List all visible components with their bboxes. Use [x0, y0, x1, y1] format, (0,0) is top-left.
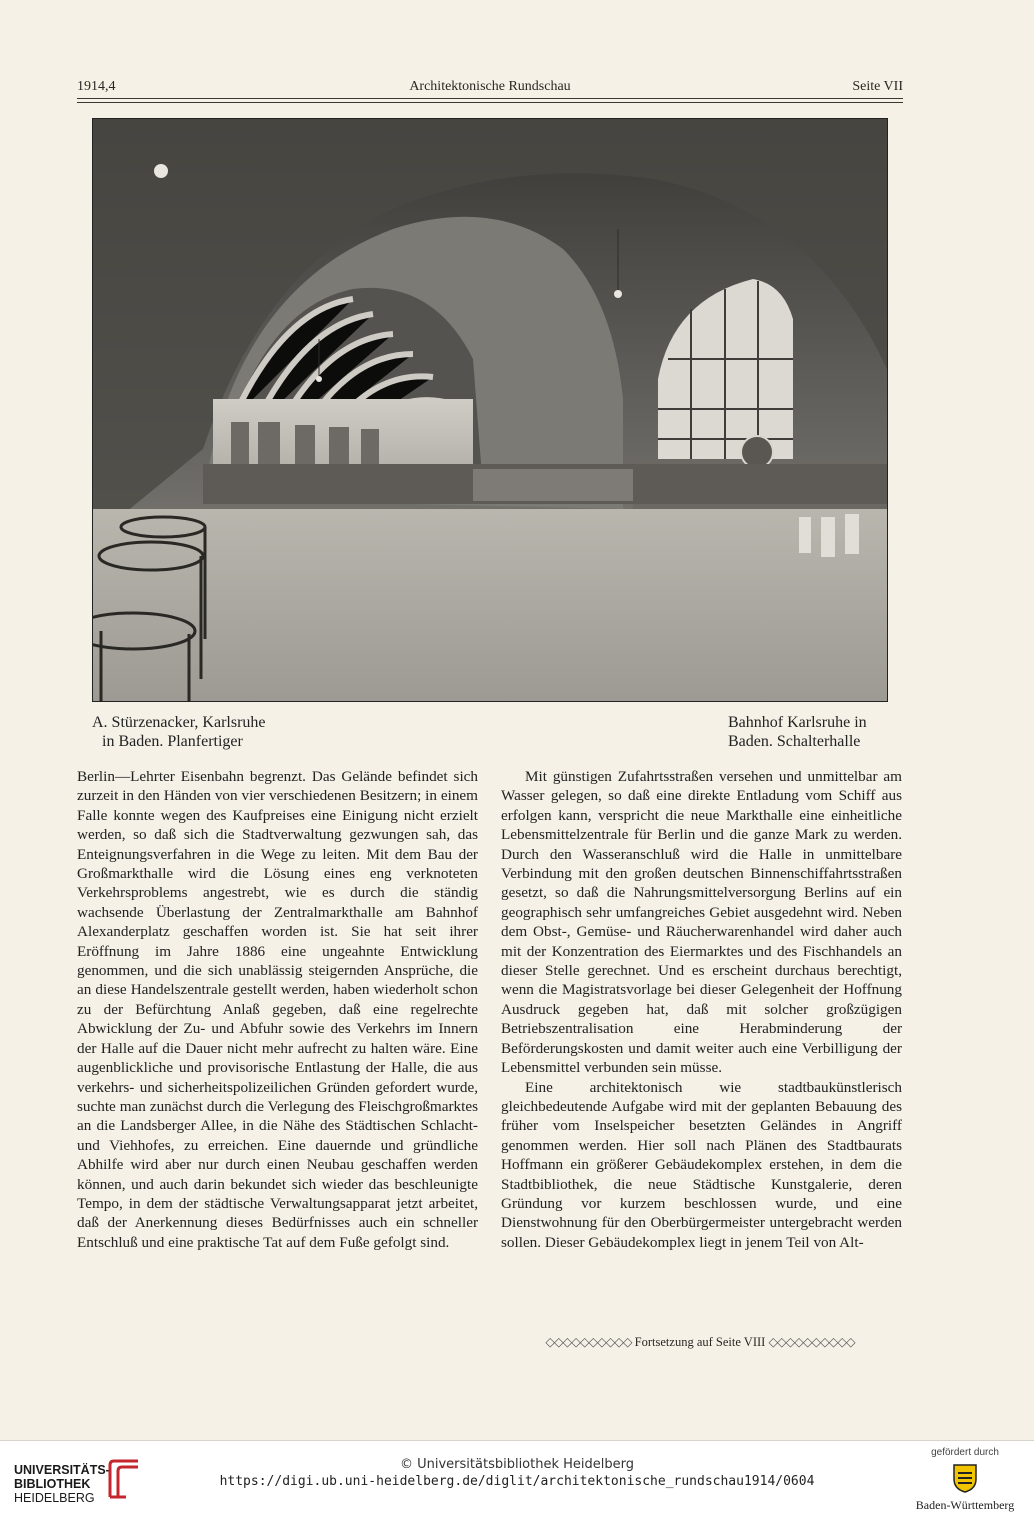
header-rule	[77, 102, 903, 103]
digitization-footer	[0, 1440, 1034, 1516]
journal-title: Architektonische Rundschau	[409, 79, 571, 94]
photo-caption-credit	[92, 713, 266, 751]
hall-photograph	[92, 118, 888, 702]
text-column-left	[77, 767, 478, 1252]
permalink-url[interactable]: https://digi.ub.uni-heidelberg.de/diglit/architektonische_rundschau1914/0604	[219, 1474, 815, 1489]
photo-caption-title	[728, 713, 867, 751]
ornament-right: ◇◇◇◇◇◇◇◇◇◇	[768, 1335, 855, 1349]
caption-title-line2: Baden. Schalterhalle	[728, 733, 861, 750]
issue-number: 1914,4	[77, 79, 116, 94]
ornament-left: ◇◇◇◇◇◇◇◇◇◇	[545, 1335, 632, 1349]
left-column-paragraph: Berlin—Lehrter Eisenbahn begrenzt. Das Gelände befindet sich zurzeit in den Händen von vier verschiedenen Besitzern; in einem Falle konnte wegen des Kaufpreises eine Einigung nicht erzielt werden, so daß sich die Stadtverwaltung gezwungen sah, das Enteignungsverfahren in die Wege zu leiten. Mit dem Bau der Großmarkthalle wird die Lösung eines eng verknoteten Verkehrsproblems angestrebt, wie es durch die ständig wachsende Überlastung der Zentralmarkthalle am Bahnhof Alexanderplatz geschaffen worden ist. Sie hat seit ihrer Eröffnung im Jahre 1886 eine ungeahnte Entwicklung genommen, und die sich unablässig steigernden Ansprüche, die an diese Handelszentrale gestellt werden, haben wiederholt schon zu der Befürchtung Anlaß gegeben, daß eine regelrechte Abwicklung der Zu- und Abfuhr sowie des Verkehrs im Innern der Halle auf die Dauer nicht mehr aufrecht zu halten wäre. Eine augenblickliche und provisorische Entlastung der Halle, die aus verkehrs- und sicherheitspolizeilichen Gründen gefordert wurde, suchte man zunächst durch die Verlegung des Fleischgroßmarktes an die Landsberger Allee, in die Nähe des Städtischen Schlacht- und Viehhofes, zu erreichen. Eine dauernde und gründliche Abhilfe wird aber nur durch einen Neubau geschaffen werden können, und auch darin bekundet sich wieder das beschleunigte Tempo, in dem der städtische Verwaltungsapparat jetzt arbeitet, daß der Anerkennung dieses Bedürfnisses auch ein schneller Entschluß und eine praktische Tat auf dem Fuße gefolgt sind.	[77, 768, 478, 1251]
page-number: Seite VII	[852, 79, 903, 94]
caption-credit-line2: in Baden. Planfertiger	[102, 733, 243, 750]
sponsor-label: gefördert durch	[931, 1447, 999, 1458]
state-crest-icon	[952, 1463, 978, 1493]
right-column-paragraph-1: Mit günstigen Zufahrtsstraßen versehen und unmittelbar am Wasser gelegen, so daß eine direkte Entladung vom Schiff aus erfolgen kann, verspricht die neue Markthalle eine einheitliche Lebensmittelzentrale für Berlin und die ganze Mark zu werden. Durch den Wasseranschluß wird die Halle in unmittelbare Verbindung mit den großen deutschen Binnenschiffahrtsstraßen gesetzt, so daß die Nahrungsmittelversorgung Berlins auf ein geographisch sehr umfangreiches Gebiet ausgedehnt wird. Neben dem Obst-, Gemüse- und Räucherwarenhandel wird daher auch mit der Konzentration des Eiermarktes und des Fischhandels an dieser Stelle gerechnet. Und es erscheint durchaus berechtigt, wenn die Magistratsvorlage bei dieser Gelegenheit der Hoffnung Ausdruck gegeben hat, daß mit solcher großzügigen Betriebszentralisation eine Herabminderung der Beförderungskosten und damit weiter auch eine Verbilligung der Lebensmittel verbunden sein müsse.	[501, 768, 902, 1077]
sponsor-block	[905, 1447, 1025, 1513]
continuation-note	[497, 1334, 903, 1352]
library-name-line1: UNIVERSITÄTS-	[14, 1463, 110, 1477]
library-name-line2: BIBLIOTHEK	[14, 1477, 91, 1491]
library-name-line3: HEIDELBERG	[14, 1491, 95, 1505]
copyright-notice: © Universitätsbibliothek Heidelberg	[399, 1457, 634, 1472]
sponsor-name: Baden-Württemberg	[915, 1498, 1015, 1512]
continuation-text: Fortsetzung auf Seite VIII	[634, 1335, 766, 1349]
caption-credit-line1: A. Stürzenacker, Karlsruhe	[92, 714, 266, 731]
running-header	[77, 78, 903, 99]
right-column-paragraph-2: Eine architektonisch wie stadtbaukünstlerisch gleichbedeutende Aufgabe wird mit der geplanten Bebauung des früher vom Inselspeicher besetzten Geländes in Angriff genommen werden. Hier soll nach Plänen des Stadtbaurats Hoffmann ein größerer Gebäudekomplex erstehen, in dem die Stadtbibliothek, die neue Städtische Kunstgalerie, deren Gründung vor kurzem beschlossen wurde, und eine Dienstwohnung für den Oberbürgermeister untergebracht werden sollen. Dieser Gebäudekomplex liegt in jenem Teil von Alt-	[501, 1078, 902, 1251]
hall-photo-illustration	[93, 119, 887, 701]
text-column-right	[501, 767, 902, 1252]
caption-title-line1: Bahnhof Karlsruhe in	[728, 714, 867, 731]
